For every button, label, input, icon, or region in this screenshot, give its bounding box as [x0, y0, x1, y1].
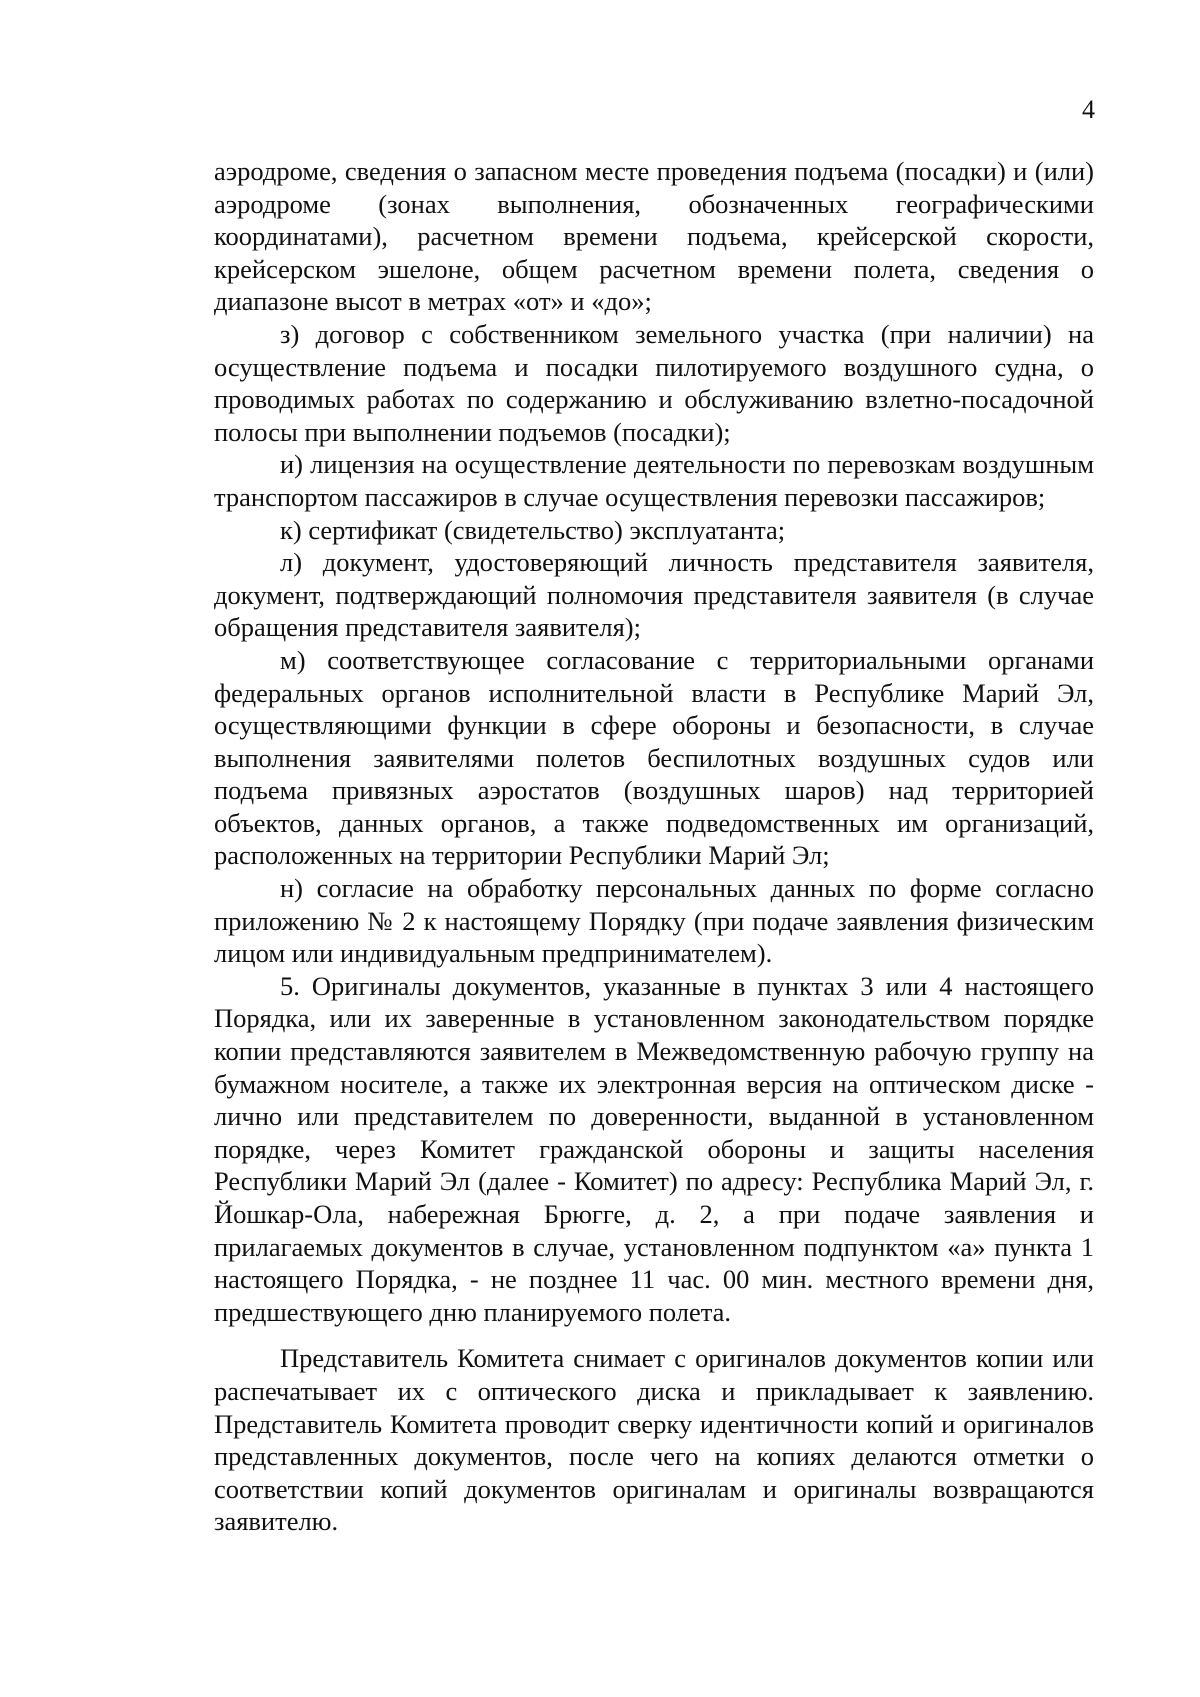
page-number: 4 [1082, 95, 1095, 124]
paragraph-item-k-certificate: к) сертификат (свидетельство) эксплуатанта; [280, 514, 786, 545]
paragraph-item-m-approval: м) соответствующее согласование с территориальными органами федеральных органов исполнительной власти в Республике Марий Эл, осуществляющими функции в сфере обороны и безопасности, в случае выполнения заявителями полетов беспилотных воздушных судов или подъема привязных аэростатов (воздушных шаров) над территорией объектов, данных органов, а также подведомственных им организаций, расположенных на территории Республики Марий Эл; [214, 644, 1094, 871]
paragraph-item-n-consent: н) согласие на обработку персональных данных по форме согласно приложению № 2 к настоящему Порядку (при подаче заявления физическим лицом или индивидуальным предпринимателем). [214, 873, 1094, 969]
paragraph-committee-representative: Представитель Комитета снимает с оригиналов документов копии или распечатывает их с оптического диска и прикладывает к заявлению. Представитель Комитета проводит сверку идентичности копий и оригиналов представленных документов, после чего на копиях делаются отметки о соответствии копий документов оригиналам и оригиналы возвращаются заявителю. [214, 1343, 1094, 1537]
paragraph-clause-5-originals: 5. Оригиналы документов, указанные в пунктах 3 или 4 настоящего Порядка, или их заверенные в установленном законодательством порядке копии представляются заявителем в Межведомственную рабочую группу на бумажном носителе, а также их электронная версия на оптическом диске - лично или представителем по доверенности, выданной в установленном порядке, через Комитет гражданской обороны и защиты населения Республики Марий Эл (далее - Комитет) по адресу: Республика Марий Эл, г. Йошкар-Ола, набережная Брюгге, д. 2, а при подаче заявления и прилагаемых документов в случае, установленном подпунктом «а» пункта 1 настоящего Порядка, - не позднее 11 час. 00 мин. местного времени дня, предшествующего дню планируемого полета. [214, 970, 1094, 1327]
document-body [214, 155, 1094, 1538]
paragraph-item-l-identity-document: л) документ, удостоверяющий личность представителя заявителя, документ, подтверждающий полномочия представителя заявителя (в случае обращения представителя заявителя); [214, 547, 1094, 643]
paragraph-continuation-aerodrome: аэродроме, сведения о запасном месте проведения подъема (посадки) и (или) аэродроме (зонах выполнения, обозначенных географическими координатами), расчетном времени подъема, крейсерской скорости, крейсерском эшелоне, общем расчетном времени полета, сведения о диапазоне высот в метрах «от» и «до»; [214, 156, 1094, 317]
paragraph-item-i-license: и) лицензия на осуществление деятельности по перевозкам воздушным транспортом пассажиров в случае осуществления перевозки пассажиров; [214, 449, 1094, 512]
paragraph-item-z-land-agreement: з) договор с собственником земельного участка (при наличии) на осуществление подъема и посадки пилотируемого воздушного судна, о проводимых работах по содержанию и обслуживанию взлетно-посадочной полосы при выполнении подъемов (посадки); [214, 318, 1094, 447]
